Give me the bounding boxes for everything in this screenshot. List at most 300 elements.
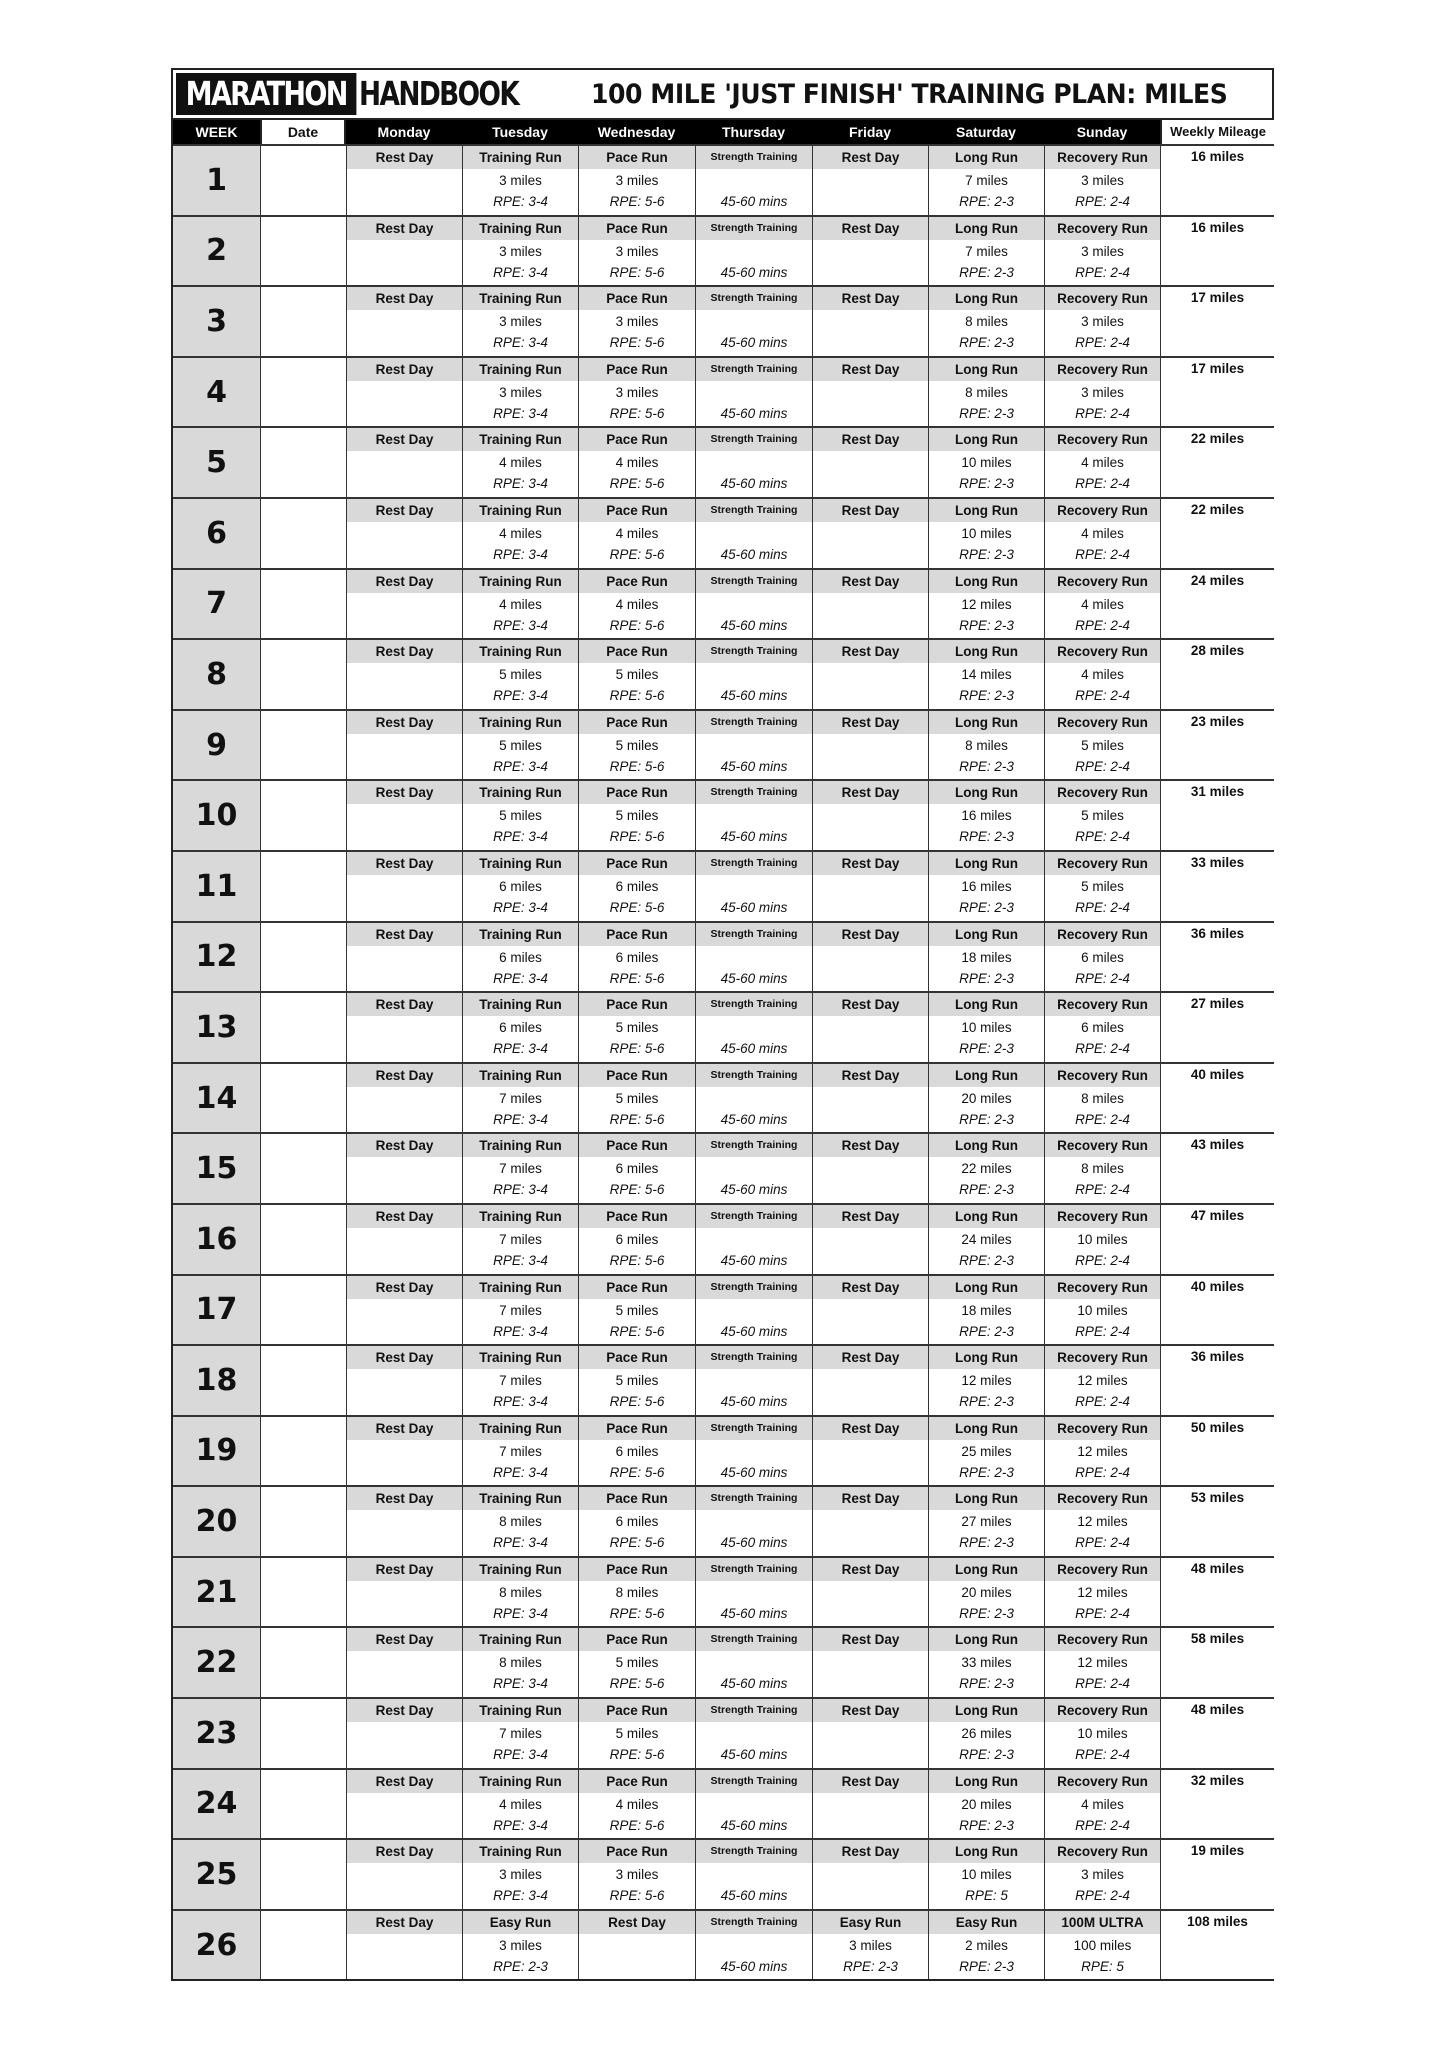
workout-distance: 8 miles: [499, 1584, 542, 1600]
workout-title: Rest Day: [813, 1840, 928, 1863]
workout-title: Training Run: [463, 1699, 578, 1722]
workout-distance: 3 miles: [1081, 173, 1124, 188]
day-cell-sunday: [1044, 426, 1160, 497]
date-field[interactable]: [260, 1838, 346, 1909]
workout-effort: RPE: 3-4: [493, 1041, 548, 1057]
day-cell-thursday: [695, 1415, 812, 1486]
week-number: 10: [173, 779, 260, 850]
workout-title: Pace Run: [579, 711, 695, 734]
workout-title: Rest Day: [813, 1699, 928, 1722]
workout-distance: [813, 1087, 928, 1110]
workout-distance: 10 miles: [961, 1867, 1012, 1883]
workout-effort: RPE: 5-6: [609, 335, 665, 351]
weekly-mileage: 48 miles: [1160, 1697, 1274, 1768]
workout-title: Strength Training: [696, 570, 812, 593]
day-cell-monday: [346, 850, 462, 921]
workout-distance: 12 miles: [1077, 1655, 1128, 1671]
workout-distance: [813, 310, 928, 333]
workout-title: Training Run: [463, 1417, 578, 1440]
workout-distance: 14 miles: [961, 667, 1012, 683]
week-number: 22: [173, 1626, 260, 1697]
workout-title: Recovery Run: [1045, 217, 1160, 240]
workout-distance: [813, 1016, 928, 1039]
workout-effort: 45-60 mins: [720, 1182, 788, 1198]
workout-effort: 45-60 mins: [720, 829, 788, 845]
workout-effort: RPE: 5: [1081, 1958, 1124, 1974]
workout-title: Recovery Run: [1045, 1346, 1160, 1369]
date-field[interactable]: [260, 1626, 346, 1697]
workout-effort: RPE: 2-3: [959, 688, 1014, 704]
day-cell-saturday: [928, 215, 1044, 286]
workout-effort: [347, 1322, 462, 1344]
logo-handbook: HANDBOOK: [359, 74, 519, 113]
date-field[interactable]: [260, 1697, 346, 1768]
workout-title: Pace Run: [579, 1628, 695, 1651]
workout-title: Recovery Run: [1045, 1840, 1160, 1863]
date-field[interactable]: [260, 215, 346, 286]
workout-title: Rest Day: [813, 1064, 928, 1087]
workout-title: Recovery Run: [1045, 1487, 1160, 1510]
date-field[interactable]: [260, 1344, 346, 1415]
workout-title: Strength Training: [696, 146, 812, 169]
day-cell-thursday: [695, 638, 812, 709]
workout-effort: RPE: 2-3: [959, 758, 1014, 774]
date-field[interactable]: [260, 285, 346, 356]
workout-title: Rest Day: [347, 1487, 462, 1510]
workout-title: Rest Day: [813, 1417, 928, 1440]
day-cell-friday: [812, 779, 928, 850]
workout-effort: RPE: 2-4: [1075, 405, 1130, 421]
weekly-mileage: 108 miles: [1160, 1909, 1274, 1980]
workout-effort: 45-60 mins: [720, 1394, 788, 1410]
workout-distance: 5 miles: [499, 737, 542, 753]
workout-distance: [347, 875, 462, 898]
workout-title: Long Run: [929, 1628, 1044, 1651]
workout-title: Rest Day: [347, 217, 462, 240]
date-field[interactable]: [260, 497, 346, 568]
workout-effort: 45-60 mins: [720, 1464, 788, 1480]
workout-effort: [347, 192, 462, 214]
day-cell-friday: [812, 1556, 928, 1627]
workout-effort: RPE: 2-4: [1075, 1252, 1130, 1268]
workout-effort: RPE: 5-6: [609, 758, 665, 774]
day-cell-wednesday: [578, 1626, 695, 1697]
workout-distance: 8 miles: [965, 384, 1008, 400]
day-cell-wednesday: [578, 1556, 695, 1627]
day-cell-saturday: [928, 426, 1044, 497]
week-number: 3: [173, 285, 260, 356]
workout-title: Recovery Run: [1045, 711, 1160, 734]
workout-effort: RPE: 5-6: [609, 264, 665, 280]
workout-title: Strength Training: [696, 428, 812, 451]
workout-effort: RPE: 2-3: [959, 829, 1014, 845]
workout-effort: RPE: 2-4: [1075, 335, 1130, 351]
workout-distance: 7 miles: [499, 1726, 542, 1742]
workout-title: Training Run: [463, 146, 578, 169]
workout-distance: 5 miles: [615, 1655, 659, 1671]
workout-title: Rest Day: [347, 781, 462, 804]
day-cell-sunday: [1044, 1344, 1160, 1415]
day-cell-saturday: [928, 1556, 1044, 1627]
workout-effort: RPE: 2-3: [959, 1958, 1014, 1974]
workout-distance: 12 miles: [1077, 1373, 1128, 1389]
workout-title: Training Run: [463, 1276, 578, 1299]
day-cell-tuesday: [462, 709, 578, 780]
workout-title: Long Run: [929, 1699, 1044, 1722]
workout-distance: 24 miles: [961, 1231, 1012, 1247]
workout-effort: [813, 757, 928, 779]
date-field[interactable]: [260, 709, 346, 780]
workout-title: Long Run: [929, 358, 1044, 381]
workout-effort: [813, 969, 928, 991]
day-cell-monday: [346, 638, 462, 709]
workout-distance: [813, 1581, 928, 1604]
day-cell-sunday: [1044, 497, 1160, 568]
workout-title: Rest Day: [347, 1699, 462, 1722]
workout-effort: RPE: 2-3: [959, 1394, 1014, 1410]
workout-title: Rest Day: [347, 711, 462, 734]
week-number: 19: [173, 1415, 260, 1486]
workout-distance: 5 miles: [615, 1726, 659, 1742]
day-cell-wednesday: [578, 426, 695, 497]
workout-effort: RPE: 5-6: [609, 405, 665, 421]
workout-title: Recovery Run: [1045, 1628, 1160, 1651]
workout-distance: [813, 1228, 928, 1251]
workout-effort: RPE: 2-3: [959, 335, 1014, 351]
workout-title: Training Run: [463, 358, 578, 381]
date-field[interactable]: [260, 779, 346, 850]
workout-title: Rest Day: [347, 1276, 462, 1299]
day-cell-tuesday: [462, 638, 578, 709]
day-cell-monday: [346, 285, 462, 356]
workout-distance: 7 miles: [499, 1373, 542, 1389]
workout-effort: [813, 616, 928, 638]
workout-effort: [813, 827, 928, 849]
date-field[interactable]: [260, 638, 346, 709]
workout-title: Strength Training: [696, 781, 812, 804]
week-number: 23: [173, 1697, 260, 1768]
weekly-mileage: 43 miles: [1160, 1132, 1274, 1203]
workout-effort: RPE: 2-4: [1075, 1605, 1130, 1621]
workout-effort: [347, 545, 462, 567]
day-cell-saturday: [928, 991, 1044, 1062]
workout-title: Long Run: [929, 852, 1044, 875]
day-cell-wednesday: [578, 850, 695, 921]
workout-distance: 10 miles: [961, 525, 1012, 541]
workout-title: Pace Run: [579, 428, 695, 451]
workout-effort: [813, 474, 928, 496]
week-number: 16: [173, 1203, 260, 1274]
workout-effort: [813, 1322, 928, 1344]
workout-distance: [696, 381, 812, 404]
day-cell-friday: [812, 1062, 928, 1133]
column-header-saturday: Saturday: [928, 120, 1044, 144]
day-cell-monday: [346, 1838, 462, 1909]
workout-distance: [696, 1793, 812, 1816]
date-field[interactable]: [260, 1768, 346, 1839]
workout-effort: 45-60 mins: [720, 476, 788, 492]
day-cell-friday: [812, 1415, 928, 1486]
workout-title: Recovery Run: [1045, 287, 1160, 310]
workout-effort: RPE: 3-4: [493, 264, 548, 280]
workout-effort: [347, 827, 462, 849]
workout-title: Training Run: [463, 1064, 578, 1087]
workout-title: Rest Day: [347, 1064, 462, 1087]
workout-effort: [347, 474, 462, 496]
workout-distance: 5 miles: [615, 808, 659, 824]
workout-distance: [813, 381, 928, 404]
date-field[interactable]: [260, 1274, 346, 1345]
workout-distance: 5 miles: [615, 1090, 659, 1106]
date-field[interactable]: [260, 356, 346, 427]
weekly-mileage: 17 miles: [1160, 285, 1274, 356]
day-cell-friday: [812, 1485, 928, 1556]
workout-distance: [696, 1581, 812, 1604]
workout-effort: RPE: 2-4: [1075, 1676, 1130, 1692]
workout-distance: 6 miles: [499, 949, 542, 965]
workout-title: Rest Day: [347, 993, 462, 1016]
workout-effort: RPE: 3-4: [493, 1676, 548, 1692]
workout-distance: 7 miles: [499, 1231, 542, 1247]
workout-effort: RPE: 3-4: [493, 829, 548, 845]
workout-effort: RPE: 5-6: [609, 970, 665, 986]
weekly-mileage: 50 miles: [1160, 1415, 1274, 1486]
day-cell-thursday: [695, 1626, 812, 1697]
date-field[interactable]: [260, 568, 346, 639]
workout-title: Training Run: [463, 1134, 578, 1157]
date-field[interactable]: [260, 1909, 346, 1980]
workout-distance: 6 miles: [1081, 1020, 1124, 1036]
workout-distance: [347, 310, 462, 333]
date-field[interactable]: [260, 1062, 346, 1133]
workout-distance: [696, 1369, 812, 1392]
workout-effort: [813, 1251, 928, 1273]
workout-title: Long Run: [929, 640, 1044, 663]
workout-effort: RPE: 3-4: [493, 405, 548, 421]
workout-effort: RPE: 5-6: [609, 899, 665, 915]
workout-title: Recovery Run: [1045, 852, 1160, 875]
workout-title: Rest Day: [813, 1276, 928, 1299]
workout-distance: 5 miles: [499, 808, 542, 824]
workout-effort: RPE: 5-6: [609, 617, 665, 633]
workout-title: Long Run: [929, 1276, 1044, 1299]
workout-effort: [347, 1251, 462, 1273]
workout-effort: [347, 1110, 462, 1132]
workout-distance: 4 miles: [1081, 667, 1124, 683]
workout-title: Strength Training: [696, 1487, 812, 1510]
date-field[interactable]: [260, 1556, 346, 1627]
day-cell-saturday: [928, 1132, 1044, 1203]
workout-effort: [813, 1533, 928, 1555]
day-cell-friday: [812, 144, 928, 215]
day-cell-wednesday: [578, 779, 695, 850]
day-cell-tuesday: [462, 144, 578, 215]
day-cell-wednesday: [578, 1415, 695, 1486]
workout-distance: 25 miles: [961, 1443, 1012, 1459]
day-cell-friday: [812, 1697, 928, 1768]
workout-effort: [347, 1674, 462, 1696]
day-cell-sunday: [1044, 1909, 1160, 1980]
day-cell-friday: [812, 638, 928, 709]
workout-title: Training Run: [463, 640, 578, 663]
workout-effort: [813, 1745, 928, 1767]
workout-effort: [347, 1957, 462, 1979]
date-field[interactable]: [260, 1415, 346, 1486]
workout-title: 100M ULTRA: [1045, 1911, 1160, 1934]
day-cell-tuesday: [462, 1132, 578, 1203]
workout-title: Recovery Run: [1045, 1134, 1160, 1157]
workout-effort: [347, 1463, 462, 1485]
date-field[interactable]: [260, 1485, 346, 1556]
workout-title: Rest Day: [813, 1770, 928, 1793]
workout-effort: RPE: 5-6: [609, 1605, 665, 1621]
workout-title: Rest Day: [813, 1346, 928, 1369]
workout-effort: RPE: 2-3: [959, 899, 1014, 915]
workout-title: Recovery Run: [1045, 781, 1160, 804]
workout-distance: [347, 1863, 462, 1886]
workout-distance: 4 miles: [1081, 455, 1124, 471]
workout-distance: 6 miles: [615, 949, 659, 965]
day-cell-friday: [812, 215, 928, 286]
workout-effort: 45-60 mins: [720, 1323, 788, 1339]
workout-effort: RPE: 5-6: [609, 1464, 665, 1480]
workout-effort: RPE: 3-4: [493, 476, 548, 492]
workout-title: Strength Training: [696, 358, 812, 381]
workout-distance: 20 miles: [961, 1090, 1012, 1106]
day-cell-tuesday: [462, 1274, 578, 1345]
weekly-mileage: 31 miles: [1160, 779, 1274, 850]
workout-title: Training Run: [463, 1770, 578, 1793]
workout-distance: 6 miles: [1081, 949, 1124, 965]
workout-title: Rest Day: [813, 923, 928, 946]
day-cell-monday: [346, 568, 462, 639]
workout-effort: RPE: 2-3: [959, 1323, 1014, 1339]
day-cell-saturday: [928, 285, 1044, 356]
day-cell-friday: [812, 1274, 928, 1345]
workout-distance: [696, 1863, 812, 1886]
workout-distance: 22 miles: [961, 1161, 1012, 1177]
day-cell-wednesday: [578, 921, 695, 992]
workout-title: Pace Run: [579, 287, 695, 310]
workout-effort: RPE: 5-6: [609, 476, 665, 492]
date-field[interactable]: [260, 1203, 346, 1274]
workout-effort: [347, 898, 462, 920]
workout-effort: [347, 404, 462, 426]
day-cell-wednesday: [578, 1909, 695, 1980]
workout-title: Rest Day: [813, 1205, 928, 1228]
date-field[interactable]: [260, 921, 346, 992]
workout-effort: RPE: 3-4: [493, 617, 548, 633]
day-cell-wednesday: [578, 991, 695, 1062]
day-cell-wednesday: [578, 1132, 695, 1203]
workout-title: Rest Day: [813, 499, 928, 522]
date-field[interactable]: [260, 1132, 346, 1203]
workout-distance: [813, 593, 928, 616]
workout-distance: 3 miles: [499, 384, 542, 400]
day-cell-saturday: [928, 709, 1044, 780]
week-number: 21: [173, 1556, 260, 1627]
workout-title: Training Run: [463, 1205, 578, 1228]
workout-distance: [813, 1440, 928, 1463]
day-cell-thursday: [695, 850, 812, 921]
workout-distance: 16 miles: [961, 878, 1012, 894]
day-cell-friday: [812, 1768, 928, 1839]
day-cell-monday: [346, 779, 462, 850]
column-header-tuesday: Tuesday: [462, 120, 578, 144]
workout-distance: 5 miles: [1081, 808, 1124, 824]
workout-effort: 45-60 mins: [720, 970, 788, 986]
weekly-mileage: 22 miles: [1160, 497, 1274, 568]
day-cell-tuesday: [462, 356, 578, 427]
day-cell-friday: [812, 1626, 928, 1697]
weekly-mileage: 36 miles: [1160, 921, 1274, 992]
day-cell-saturday: [928, 779, 1044, 850]
weekly-mileage: 48 miles: [1160, 1556, 1274, 1627]
workout-title: Recovery Run: [1045, 1205, 1160, 1228]
date-field[interactable]: [260, 144, 346, 215]
day-cell-saturday: [928, 1344, 1044, 1415]
workout-effort: 45-60 mins: [720, 405, 788, 421]
day-cell-thursday: [695, 1838, 812, 1909]
day-cell-friday: [812, 1838, 928, 1909]
workout-title: Long Run: [929, 499, 1044, 522]
day-cell-saturday: [928, 1203, 1044, 1274]
workout-effort: [813, 1886, 928, 1908]
workout-distance: 10 miles: [961, 1020, 1012, 1036]
workout-effort: RPE: 2-3: [959, 1676, 1014, 1692]
workout-title: Rest Day: [813, 570, 928, 593]
day-cell-sunday: [1044, 779, 1160, 850]
workout-title: Recovery Run: [1045, 499, 1160, 522]
day-cell-tuesday: [462, 921, 578, 992]
workout-effort: RPE: 3-4: [493, 899, 548, 915]
workout-effort: RPE: 2-4: [1075, 546, 1130, 562]
workout-title: Strength Training: [696, 1770, 812, 1793]
date-field[interactable]: [260, 991, 346, 1062]
workout-distance: [696, 734, 812, 757]
weekly-mileage: 22 miles: [1160, 426, 1274, 497]
day-cell-monday: [346, 1415, 462, 1486]
workout-title: Long Run: [929, 287, 1044, 310]
workout-title: Strength Training: [696, 1205, 812, 1228]
workout-distance: 3 miles: [499, 243, 542, 259]
workout-distance: 5 miles: [1081, 878, 1124, 894]
workout-effort: 45-60 mins: [720, 1958, 788, 1974]
workout-effort: [813, 898, 928, 920]
day-cell-sunday: [1044, 144, 1160, 215]
workout-title: Pace Run: [579, 1276, 695, 1299]
workout-title: Strength Training: [696, 1134, 812, 1157]
day-cell-monday: [346, 991, 462, 1062]
weekly-mileage: 24 miles: [1160, 568, 1274, 639]
workout-effort: [347, 1180, 462, 1202]
day-cell-monday: [346, 709, 462, 780]
day-cell-saturday: [928, 1062, 1044, 1133]
date-field[interactable]: [260, 426, 346, 497]
workout-effort: RPE: 2-4: [1075, 1535, 1130, 1551]
day-cell-tuesday: [462, 1768, 578, 1839]
workout-distance: [696, 310, 812, 333]
workout-title: Rest Day: [813, 781, 928, 804]
workout-distance: 4 miles: [499, 596, 542, 612]
workout-effort: [813, 1392, 928, 1414]
workout-title: Rest Day: [813, 852, 928, 875]
week-number: 26: [173, 1909, 260, 1980]
workout-title: Pace Run: [579, 640, 695, 663]
day-cell-thursday: [695, 1697, 812, 1768]
workout-distance: [813, 663, 928, 686]
date-field[interactable]: [260, 850, 346, 921]
